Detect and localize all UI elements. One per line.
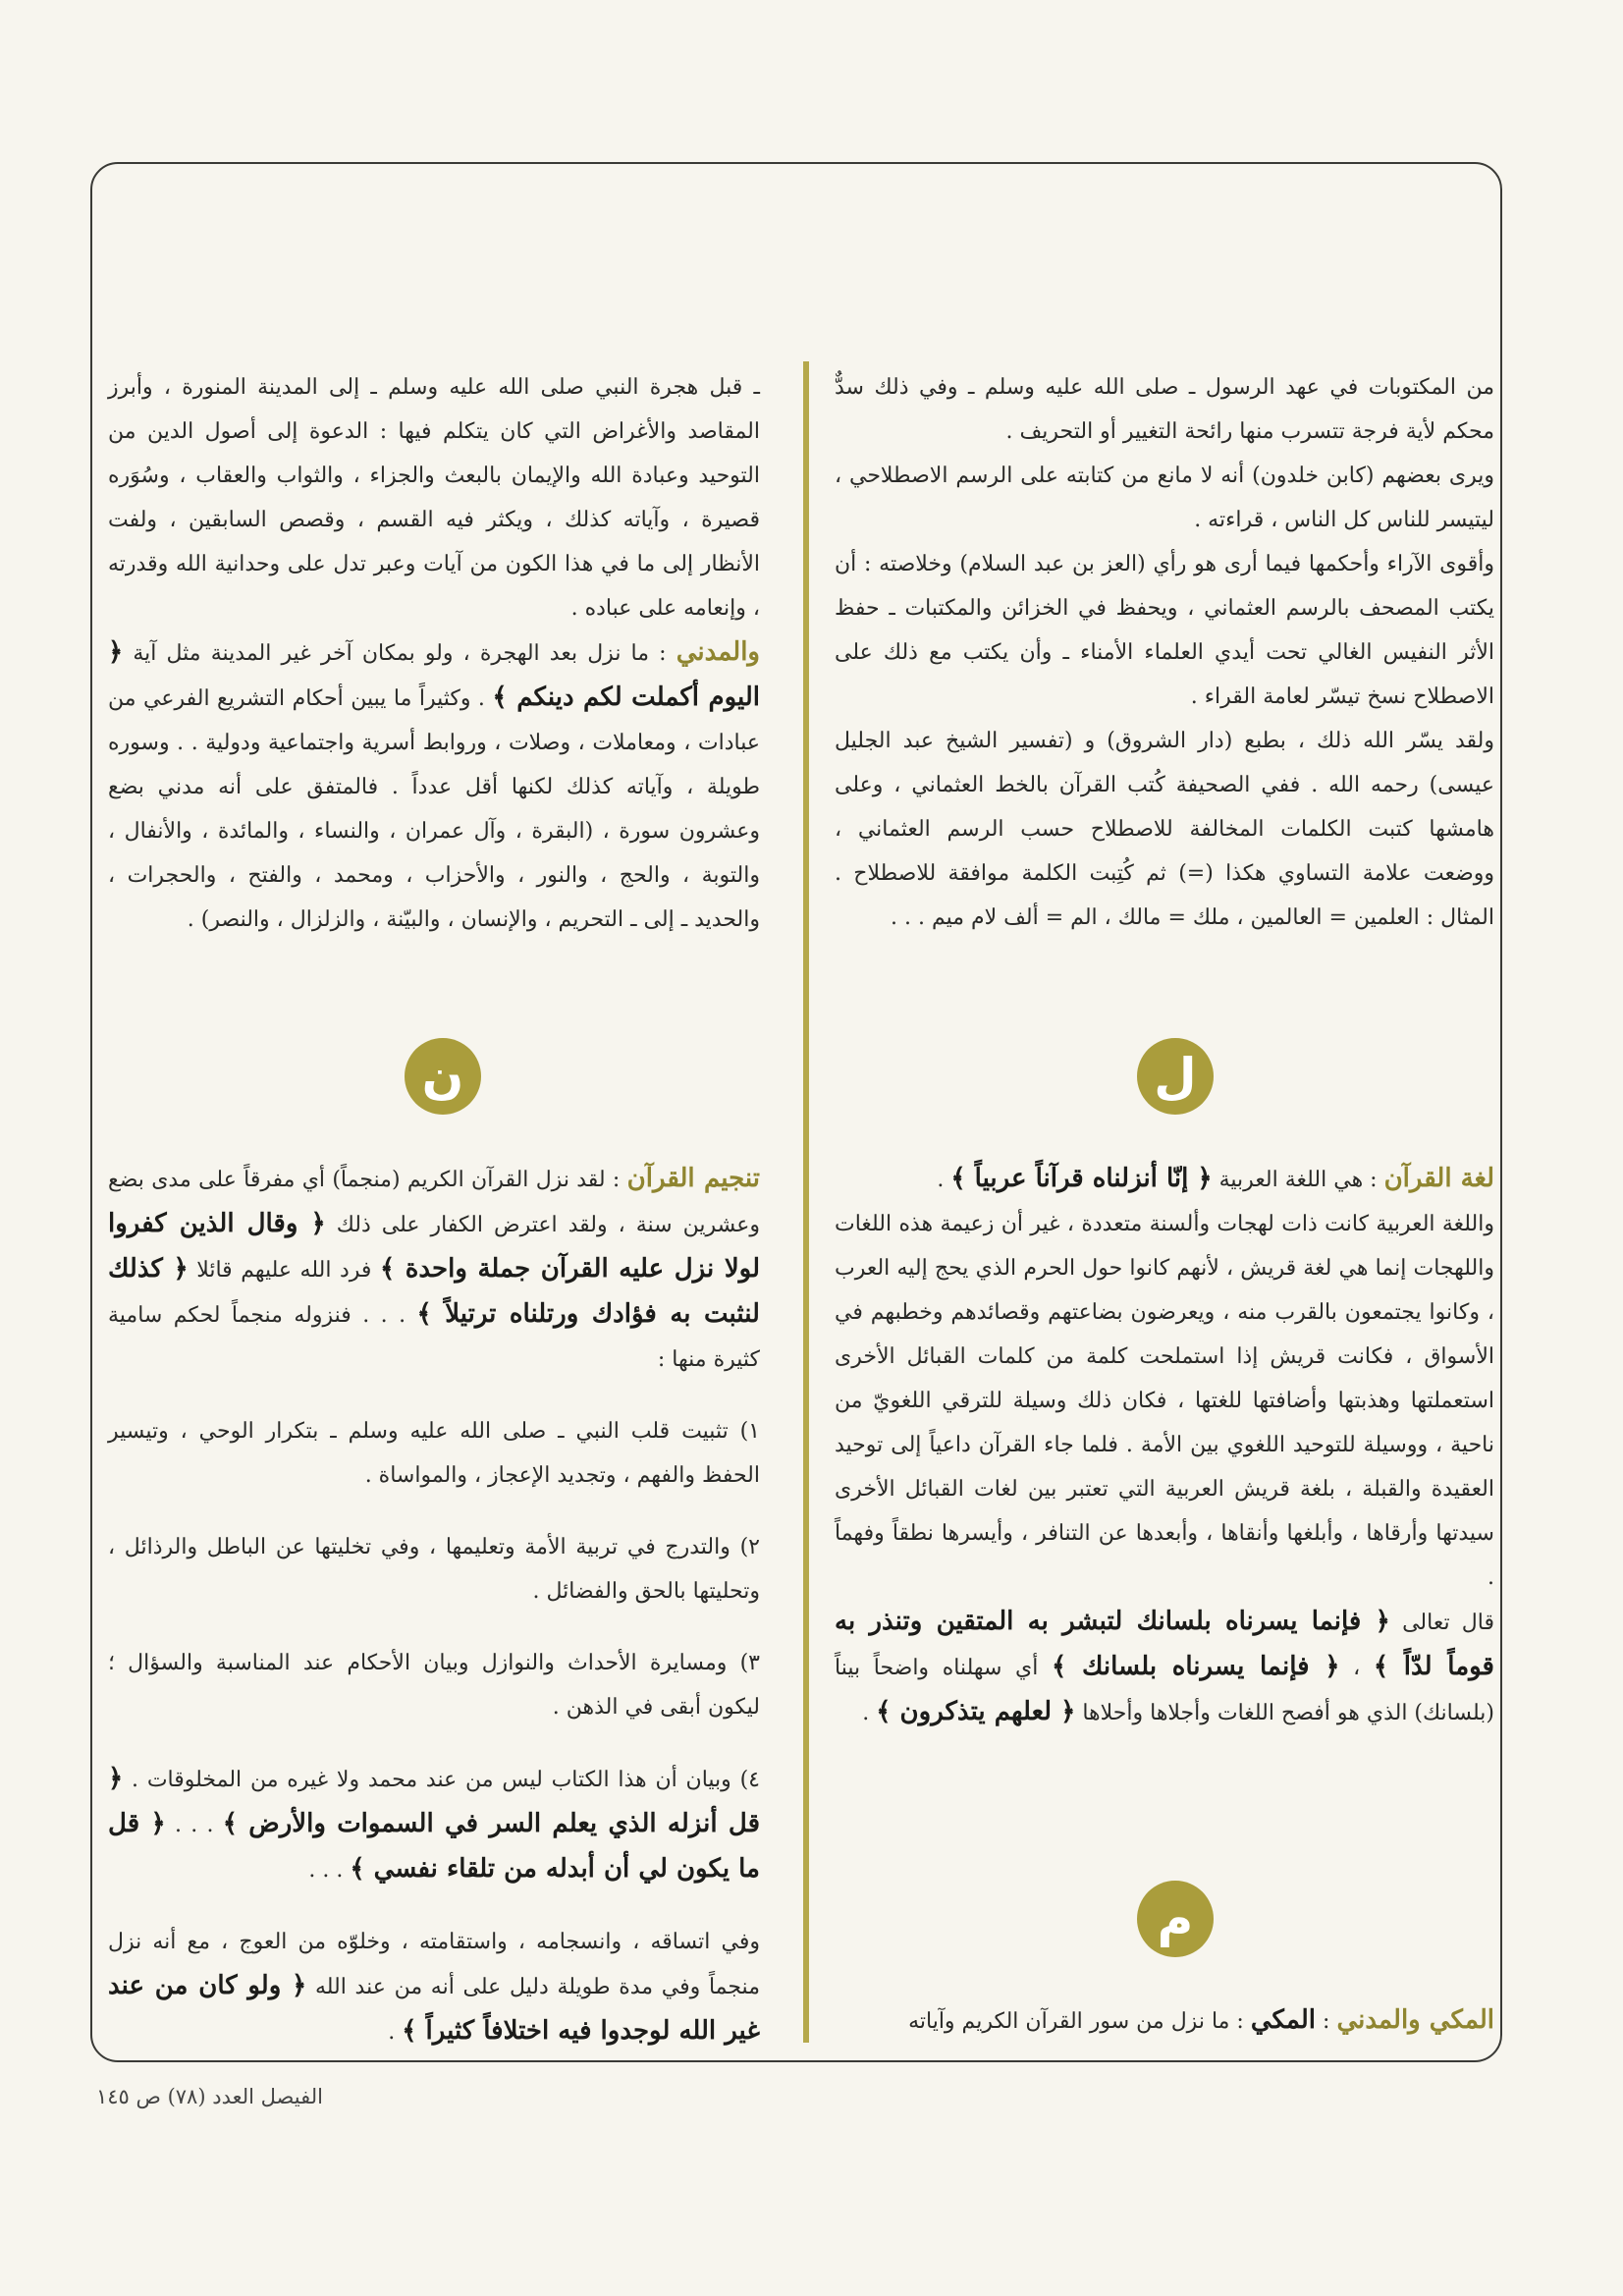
column-divider [803, 361, 809, 2043]
quran-verse: ﴿ لعلهم يتذكرون ﴾ [876, 1697, 1076, 1726]
page-footer: الفيصل العدد (٧٨) ص ١٤٥ [96, 2085, 323, 2108]
right-column-top [835, 365, 1494, 940]
right-column-bottom [835, 1157, 1494, 1735]
paragraph: ويرى بعضهم (كابن خلدون) أنه لا مانع من كتابته على الرسم الاصطلاحي ، ليتيسر للناس كل الناس ، قراءته . [835, 464, 1494, 532]
left-column-top [108, 365, 760, 942]
paragraph-madani: والمدني : ما نزل بعد الهجرة ، ولو بمكان آخر غير المدينة مثل آية ﴿ اليوم أكملت لكم دينكم ﴾ . وكثيراً ما يبين أحكام التشريع الفرعي من عبادات ، ومعاملات ، وصلات ، وروابط أسرية واجتماعية ودولية . . وسوره طويلة ، وآياته كذلك لكنها أقل عدداً . فالمتفق على أنه مدني بضع وعشرون سورة ، (البقرة ، وآل عمران ، والنساء ، والمائدة ، والأنفال ، والتوبة ، والحج ، والنور ، والأحزاب ، ومحمد ، والفتح ، والحجرات ، والحديد ـ إلى ـ التحريم ، والإنسان ، والبيّنة ، والزلزال ، والنصر) . [108, 637, 761, 932]
letter-badge-nun: ن [405, 1038, 481, 1115]
left-column-bottom [108, 1157, 760, 2054]
quran-verse: ﴿ فإنما يسرناه بلسانك ﴾ [1052, 1652, 1340, 1681]
quran-verse: ﴿ كذلك لنثبت به فؤادك ورتلناه ترتيلاً ﴾ [108, 1254, 760, 1329]
paragraph: ولقد يسّر الله ذلك ، بطبع (دار الشروق) و (تفسير الشيخ عبد الجليل عيسى) رحمه الله . ففي الصحيفة كُتب القرآن بالخط العثماني ، وعلى هامشها كتبت الكلمات المخالفة للاصطلاح حسب الرسم العثماني ، ووضعت علامة التساوي هكذا (=) ثم كُتِبت الكلمة موافقة للاصطلاح . المثال : العلمين = العالمين ، ملك = مالك ، الم = ألف لام ميم . . . [835, 729, 1494, 930]
quran-verse: ﴿ وقال الذين كفروا لولا نزل عليه القرآن جملة واحدة ﴾ [108, 1209, 760, 1284]
quran-verse: ﴿ ولو كان من عند غير الله لوجدوا فيه اختلافاً كثيراً ﴾ [108, 1971, 760, 2046]
term-makki: المكي [1250, 2005, 1317, 2035]
paragraph: من المكتوبات في عهد الرسول ـ صلى الله عليه وسلم ـ وفي ذلك سدٌّ محكم لأية فرجة تتسرب منها رائحة التغيير أو التحريف . [835, 375, 1494, 444]
quran-verse: ﴿ فإنما يسرناه بلسانك لتبشر به المتقين وتنذر به قوماً لدّاً ﴾ [835, 1607, 1494, 1681]
letter-badge-lam: ل [1137, 1038, 1214, 1115]
paragraph: قال تعالى ﴿ فإنما يسرناه بلسانك لتبشر به المتقين وتنذر به قوماً لدّاً ﴾ ، ﴿ فإنما يسرناه بلسانك ﴾ أي سهلناه واضحاً بيناً (بلسانك) الذي هو أفصح اللغات وأجلاها وأحلاها ﴿ لعلهم يتذكرون ﴾ . [835, 1607, 1495, 1726]
list-item: ١) تثبيت قلب النبي ـ صلى الله عليه وسلم ـ بتكرار الوحي ، وتيسير الحفظ والفهم ، وتجديد الإعجاز ، والمواساة . [108, 1419, 760, 1488]
list-item: ٢) والتدرج في تربية الأمة وتعليمها ، وفي تخليتها عن الباطل والرذائل ، وتحليتها بالحق والفضائل . [108, 1535, 760, 1604]
paragraph-makki-madani: المكي والمدني : المكي : ما نزل من سور القرآن الكريم وآياته [908, 2005, 1494, 2035]
paragraph: واللغة العربية كانت ذات لهجات وألسنة متعددة ، غير أن زعيمة هذه اللغات واللهجات إنما هي لغة قريش ، لأنهم كانوا حول الحرم الذي يحج إليه العرب ، وكانوا يجتمعون بالقرب منه ، ويعرضون بضاعتهم وقصائدهم وخطبهم في الأسواق ، فكانت قريش إذا استملحت كلمة من كلمات القبائل الأخرى استعملتها وهذبتها وأضافتها للغتها ، فكان ذلك وسيلة للترقي اللغويّ من ناحية ، ووسيلة للتوحيد اللغوي بين الأمة . فلما جاء القرآن داعياً إلى توحيد العقيدة والقبلة ، بلغة قريش العربية التي تعتبر بين لغات القبائل الأخرى سيدتها وأرقاها ، وأبلغها وأنقاها ، وأبعدها عن التنافر ، وأيسرها نطقاً وفهماً . [835, 1212, 1494, 1590]
quran-verse: ﴿ إنّا أنزلناه قرآناً عربياً ﴾ [950, 1164, 1213, 1193]
quran-verse: ﴿ قل ما يكون لي أن أبدله من تلقاء نفسي ﴾ [108, 1809, 760, 1884]
term-makki-madani: المكي والمدني [1336, 2005, 1494, 2035]
term-madani: والمدني [676, 637, 760, 667]
term-quran-language: لغة القرآن [1383, 1164, 1494, 1193]
quran-verse: ﴿ قل أنزله الذي يعلم السر في السموات والأرض ﴾ [108, 1764, 761, 1838]
right-column-footer-line [835, 1998, 1494, 2044]
paragraph: وفي اتساقه ، وانسجامه ، واستقامته ، وخلوّه من العوج ، مع أنه نزل منجماً وفي مدة طويلة دليل على أنه من عند الله ﴿ ولو كان من عند غير الله لوجدوا فيه اختلافاً كثيراً ﴾ . [108, 1930, 760, 2046]
paragraph: وأقوى الآراء وأحكمها فيما أرى هو رأي (العز بن عبد السلام) وخلاصته : أن يكتب المصحف بالرسم العثماني ، ويحفظ في الخزائن والمكتبات ـ حفظ الأثر النفيس الغالي تحت أيدي العلماء الأمناء ـ وأن يكتب مع ذلك على الاصطلاح نسخ تيسّر لعامة القراء . [835, 552, 1494, 709]
list-item: ٤) وبيان أن هذا الكتاب ليس من عند محمد ولا غيره من المخلوقات . ﴿ قل أنزله الذي يعلم السر في السموات والأرض ﴾ . . . ﴿ قل ما يكون لي أن أبدله من تلقاء نفسي ﴾ . . . [108, 1764, 761, 1884]
list-item: ٣) ومسايرة الأحداث والنوازل وبيان الأحكام عند المناسبة والسؤال ؛ ليكون أبقى في الذهن . [108, 1651, 760, 1720]
paragraph: ـ قبل هجرة النبي صلى الله عليه وسلم ـ إلى المدينة المنورة ، وأبرز المقاصد والأغراض التي كان يتكلم فيها : الدعوة إلى أصول الدين من التوحيد وعبادة الله والإيمان بالبعث والجزاء ، والثواب والعقاب ، وسُوَره قصيرة ، وآياته كذلك ، ويكثر فيه القسم ، وقصص السابقين ، ولفت الأنظار إلى ما في هذا الكون من آيات وعبر تدل على وحدانية الله وقدرته ، وإنعامه على عباده . [108, 375, 761, 621]
letter-badge-mim: م [1137, 1881, 1214, 1957]
paragraph-tanjim: تنجيم القرآن : لقد نزل القرآن الكريم (منجماً) أي مفرقاً على مدى بضع وعشرين سنة ، ولقد اعترض الكفار على ذلك ﴿ وقال الذين كفروا لولا نزل عليه القرآن جملة واحدة ﴾ فرد الله عليهم قائلا ﴿ كذلك لنثبت به فؤادك ورتلناه ترتيلاً ﴾ . . . فنزوله منجماً لحكم سامية كثيرة منها : [108, 1164, 760, 1372]
term-tanjim: تنجيم القرآن [626, 1164, 760, 1193]
paragraph-quran-language: لغة القرآن : هي اللغة العربية ﴿ إنّا أنزلناه قرآناً عربياً ﴾ . [937, 1164, 1494, 1193]
quran-verse: ﴿ اليوم أكملت لكم دينكم ﴾ [108, 637, 761, 712]
